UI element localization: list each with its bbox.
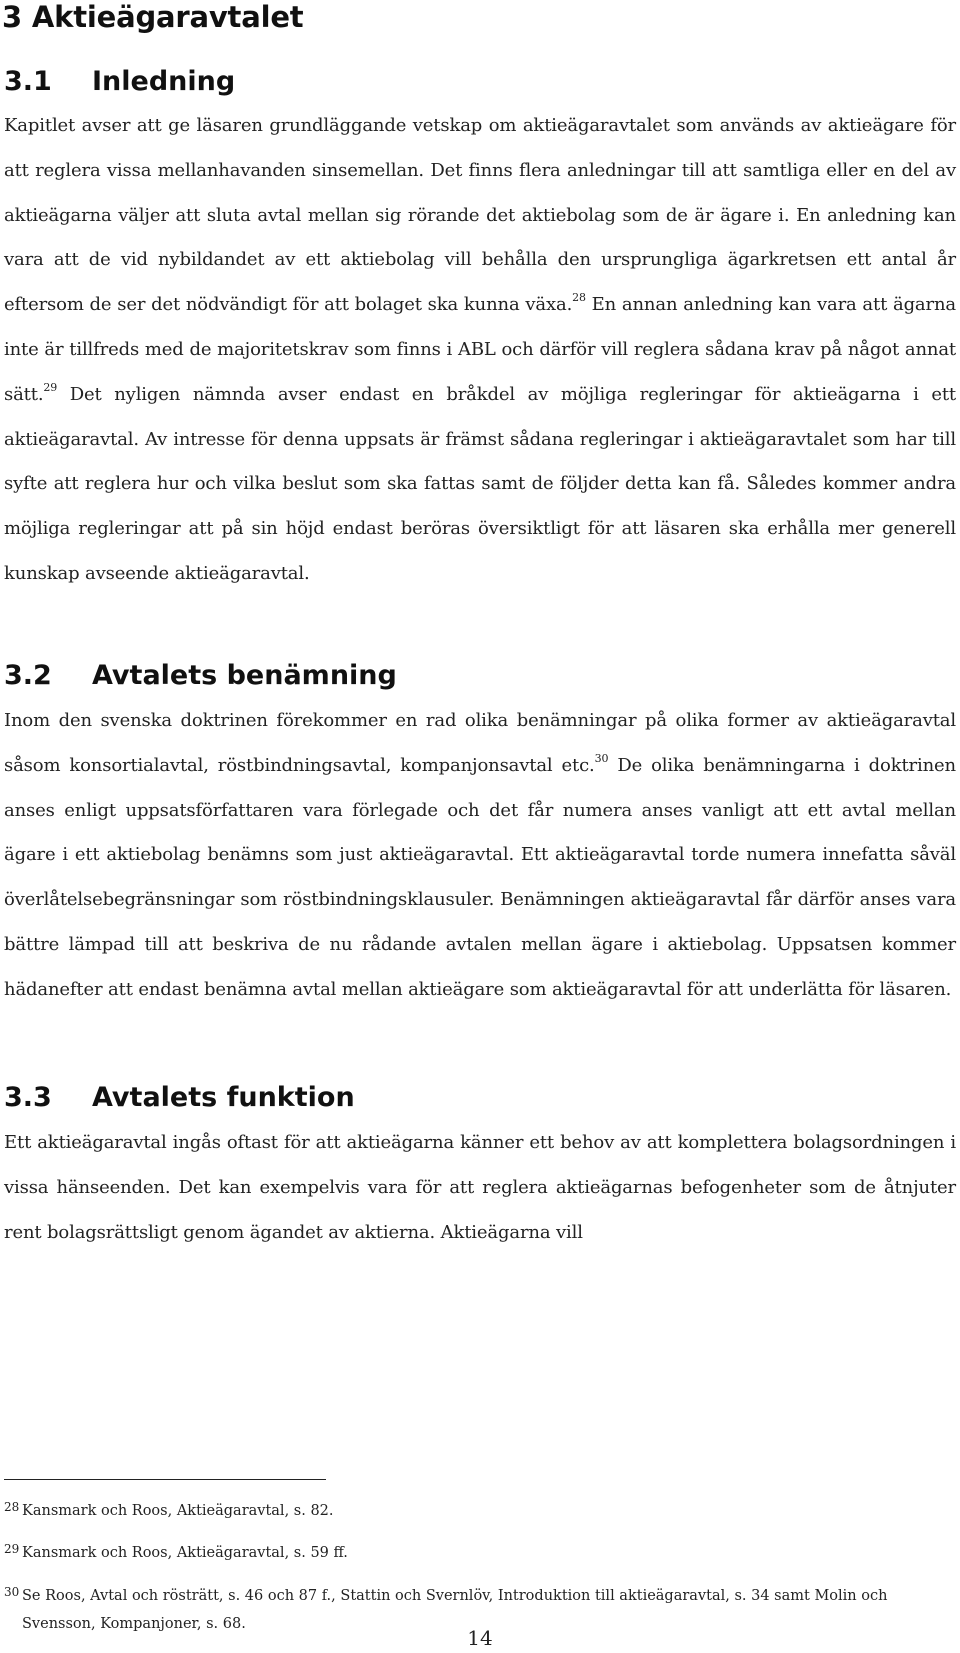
footnote-number: 29 [4,1542,20,1556]
section-heading-3-2 [4,658,397,694]
page-number: 14 [467,1626,493,1650]
paragraph-text: Inom den svenska doktrinen förekommer en rad olika benämningar på olika former av aktieägaravtal såsom konsortialavtal, röstbindningsavtal, kompanjonsavtal etc. [4,710,956,776]
footnote-29 [4,1535,956,1567]
section-paragraph-3-3 [4,1121,956,1255]
section-title: Avtalets benämning [92,660,397,691]
section-heading-3-1 [4,64,235,100]
footnote-number: 28 [4,1500,20,1514]
footnote-text: Se Roos, Avtal och rösträtt, s. 46 och 87 f., Stattin och Svernlöv, Introduktion till aktieägaravtal, s. 34 samt Molin och Svensson, Kompanjoner, s. 68. [22,1588,888,1632]
footnote-28 [4,1493,956,1525]
paragraph-text: Det nyligen nämnda avser endast en bråkdel av möjliga regleringar för aktieägarna i ett aktieägaravtal. Av intresse för denna uppsats är främst sådana regleringar i aktieägaravtalet som har till syfte att reglera hur och vilka beslut som ska fattas samt de följder detta kan få. Således kommer andra möjliga regleringar att på sin höjd endast beröras översiktligt för att läsaren ska erhålla mer generell kunskap avseende aktieägaravtal. [4,383,956,584]
footnote-number: 30 [4,1585,20,1599]
footnote-separator [4,1479,326,1480]
section-title: Avtalets funktion [92,1082,355,1113]
paragraph-text: Ett aktieägaravtal ingås oftast för att aktieägarna känner ett behov av att komplettera bolagsordningen i vissa hänseenden. Det kan exempelvis vara för att reglera aktieägarnas befogenheter som de åtnjuter rent bolagsrättsligt genom ägandet av aktierna. Aktieägarna vill [4,1132,956,1243]
footnote-ref-28[interactable]: 28 [572,291,586,305]
section-number: 3.1 [4,66,52,97]
paragraph-text: De olika benämningarna i doktrinen anses enligt uppsatsförfattaren vara förlegade och det får numera anses vanligt att ett avtal mellan ägare i ett aktiebolag benämns som just aktieägaravtal. Ett aktieägaravtal torde numera innefatta såväl överlåtelsebegränsningar som röstbindningsklausuler. Benämningen aktieägaravtal får därför anses vara bättre lämpad till att beskriva de nu rådande avtalen mellan ägare i aktiebolag. Uppsatsen kommer hädanefter att endast benämna avtal mellan aktieägare som aktieägaravtal för att underlätta för läsaren. [4,754,956,1000]
paragraph-text: Kapitlet avser att ge läsaren grundläggande vetskap om aktieägaravtalet som används av aktieägare för att reglera vissa mellanhavanden sinsemellan. Det finns flera anledningar till att samtliga eller en del av aktieägarna väljer att sluta avtal mellan sig rörande det aktiebolag som de är ägare i. En anledning kan vara att de vid nybildandet av ett aktiebolag vill behålla den ursprungliga ägarkretsen ett antal år eftersom de ser det nödvändigt för att bolaget ska kunna växa. [4,115,956,316]
section-title: Inledning [92,66,236,97]
section-paragraph-3-2 [4,699,956,1013]
footnote-ref-29[interactable]: 29 [43,380,58,394]
section-number: 3.3 [4,1082,52,1113]
paragraph-text: En annan anledning kan vara att ägarna inte är tillfreds med de majoritetskrav som finns i ABL och därför vill reglera sådana krav på något annat sätt. [4,294,956,405]
section-number: 3.2 [4,660,52,691]
section-heading-3-3 [4,1080,355,1116]
footnote-text: Kansmark och Roos, Aktieägaravtal, s. 59 ff. [22,1545,348,1561]
section-paragraph-3-1 [4,104,956,597]
footnote-text: Kansmark och Roos, Aktieägaravtal, s. 82. [22,1503,334,1519]
chapter-title: 3 Aktieägaravtalet [2,0,304,34]
footnote-ref-30[interactable]: 30 [594,751,609,765]
